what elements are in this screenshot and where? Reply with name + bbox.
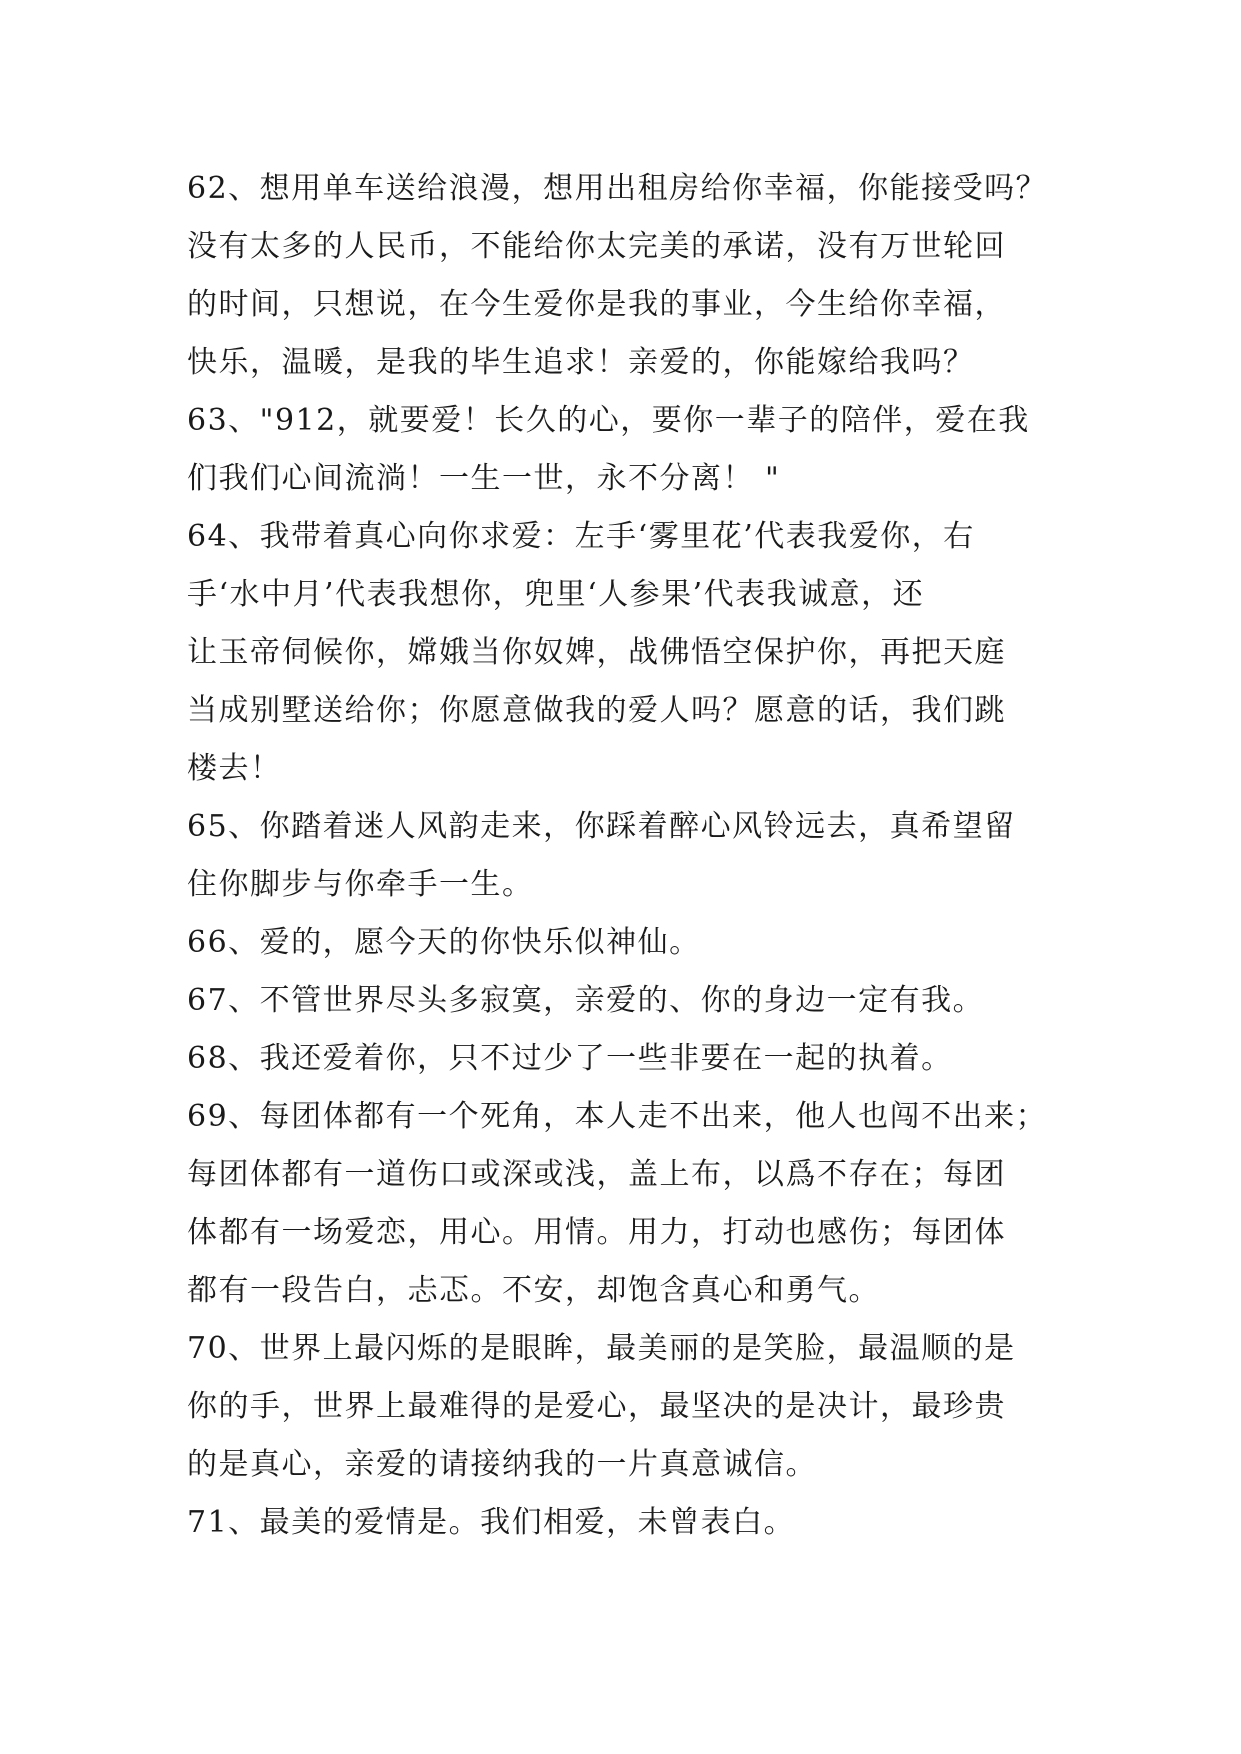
text-line: 62、想用单车送给浪漫，想用出租房给你幸福，你能接受吗？ bbox=[187, 171, 1048, 206]
text-line: 们我们心间流淌！一生一世，永不分离！ " bbox=[187, 461, 781, 496]
document-body bbox=[187, 160, 1067, 1552]
text-line: 楼去！ bbox=[187, 751, 282, 786]
text-line: 66、爱的，愿今天的你快乐似神仙。 bbox=[187, 925, 701, 960]
text-line: 67、不管世界尽头多寂寞，亲爱的、你的身边一定有我。 bbox=[187, 983, 985, 1018]
text-line: 体都有一场爱恋，用心。用情。用力，打动也感伤；每团体 bbox=[187, 1215, 1006, 1250]
text-line: 你的手，世界上最难得的是爱心，最坚决的是决计，最珍贵 bbox=[187, 1389, 1006, 1424]
text-line: 63、"912，就要爱！长久的心，要你一辈子的陪伴，爱在我 bbox=[187, 403, 1030, 438]
text-line: 70、世界上最闪烁的是眼眸，最美丽的是笑脸，最温顺的是 bbox=[187, 1331, 1016, 1366]
text-line: 没有太多的人民币，不能给你太完美的承诺，没有万世轮回 bbox=[187, 229, 1006, 264]
text-line: 住你脚步与你牵手一生。 bbox=[187, 867, 534, 902]
text-line: 当成别墅送给你；你愿意做我的爱人吗？愿意的话，我们跳 bbox=[187, 693, 1006, 728]
text-line: 68、我还爱着你，只不过少了一些非要在一起的执着。 bbox=[187, 1041, 953, 1076]
text-line: 71、最美的爱情是。我们相爱，未曾表白。 bbox=[187, 1505, 796, 1540]
text-line: 每团体都有一道伤口或深或浅，盖上布，以爲不存在；每团 bbox=[187, 1157, 1006, 1192]
text-line: 的是真心，亲爱的请接纳我的一片真意诚信。 bbox=[187, 1447, 817, 1482]
text-line: 64、我带着真心向你求爱：左手‘雾里花’代表我爱你，右 bbox=[187, 519, 975, 554]
text-line: 的时间，只想说，在今生爱你是我的事业，今生给你幸福， bbox=[187, 287, 1006, 322]
text-line: 让玉帝伺候你，嫦娥当你奴婢，战佛悟空保护你，再把天庭 bbox=[187, 635, 1006, 670]
text-line: 69、每团体都有一个死角，本人走不出来，他人也闯不出来； bbox=[187, 1099, 1048, 1134]
text-line: 手‘水中月’代表我想你，兜里‘人参果’代表我诚意，还 bbox=[187, 577, 925, 612]
text-line: 65、你踏着迷人风韵走来，你踩着醉心风铃远去，真希望留 bbox=[187, 809, 1016, 844]
text-line: 快乐，温暖，是我的毕生追求！亲爱的，你能嫁给我吗？ bbox=[187, 345, 975, 380]
text-line: 都有一段告白，忐忑。不安，却饱含真心和勇气。 bbox=[187, 1273, 880, 1308]
